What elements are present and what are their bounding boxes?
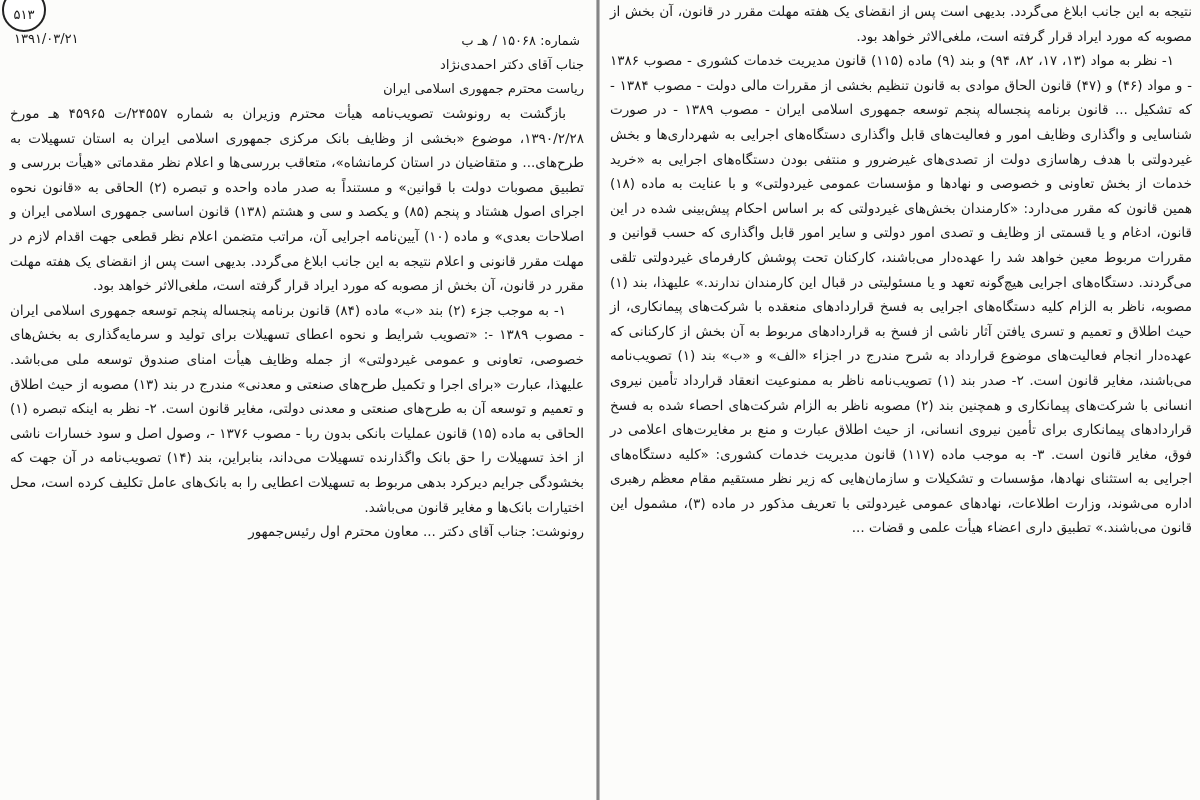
left-column	[0, 0, 596, 800]
left-bottom-note: رونوشت: جناب آقای دکتر ... معاون محترم اول رئیس‌جمهور	[248, 524, 584, 541]
letter-addressee: جناب آقای دکتر احمدی‌نژاد	[440, 58, 584, 73]
right-paragraph-2: ۱- نظر به مواد (۱۳، ۱۷، ۸۲، ۹۴) و بند (۹) ماده (۱۱۵) قانون مدیریت خدمات کشوری - مصوب ۱۳۸۶ - و مواد (۴۶) و (۴۷) قانون الحاق موادی به قانون تنظیم بخشی از مقررات مالی دولت - مصوب ۱۳۸۴ - که تشکیل ... قانون برنامه پنجساله پنجم توسعه جمهوری اسلامی ایران - مصوب ۱۳۸۹ - در صورت شناسایی و واگذاری وظایف امور و فعالیت‌های قابل واگذاری دستگاه‌های اجرایی به شهرداری‌ها و بخش غیردولتی با هدف رهاسازی دولت از تصدی‌های غیرضرور و منتفی بودن دستگاه‌های اجرایی به «خرید خدمات از بخش تعاونی و خصوصی و نهادها و مؤسسات عمومی غیردولتی» و با عنایت به ماده (۱۸) همین قانون که مقرر می‌دارد: «کارمندان بخش‌های غیردولتی که بر اساس احکام پیش‌بینی شده در این قانون، ادغام و یا قسمتی از وظایف و تصدی امور دولتی و سایر امور قابل واگذاری که حسب قوانین و مقررات مربوط معین خواهد شد را عهده‌دار می‌باشند، کارکنان تحت پوشش کارفرمای غیردولتی تلقی می‌گردند. دستگاه‌های اجرایی هیچ‌گونه تعهد و یا مسئولیتی در قبال این کارمندان ندارند.» علیهذا، بند (۱) مصوبه، ناظر به الزام کلیه دستگاه‌های اجرایی به فسخ قراردادهای منعقده با شرکت‌های پیمانکاری، از حیث اطلاق و تعمیم و تسری یافتن آثار ناشی از فسخ به قراردادهای مربوط به آن بخش از کارکنانی که عهده‌دار انجام فعالیت‌های موضوع قرارداد به شرح مندرج در اجزاء «الف» و «ب» بند (۱) تصویب‌نامه می‌باشند، مغایر قانون است. ۲- صدر بند (۱) تصویب‌نامه ناظر به ممنوعیت انعقاد قرارداد تأمین نیروی انسانی با شرکت‌های پیمانکاری و همچنین بند (۲) مصوبه ناظر به الزام شرکت‌های احصاء شده به فسخ قراردادهای پیمانکاری برای تأمین نیروی انسانی، از حیث اطلاق عبارت و منع بر مغایرت‌های اعلامی در فوق، مغایر قانون است. ۳- به موجب ماده (۱۱۷) قانون مدیریت خدمات کشوری: «کلیه دستگاه‌های اجرایی به استثنای نهادها، مؤسسات و تشکیلات و سازمان‌هایی که زیر نظر مستقیم مقام معظم رهبری اداره می‌شوند، وزارت اطلاعات، نهادهای عمومی غیردولتی با تعریف مذکور در ماده (۳)، مشمول این قانون می‌باشند.» تطبیق داری اعضاء هیأت علمی و قضات ...	[610, 53, 1193, 537]
left-paragraph-2: ۱- به موجب جزء (۲) بند «ب» ماده (۸۴) قانون برنامه پنجساله پنجم توسعه جمهوری اسلامی ایران - مصوب ۱۳۸۹ -: «تصویب شرایط و نحوه اعطای تسهیلات برای تولید و سرمایه‌گذاری به بخش‌های خصوصی، تعاونی و عمومی غیردولتی» از جمله وظایف هیأت امنای صندوق توسعه ملی می‌باشد. علیهذا، عبارت «برای اجرا و تکمیل طرح‌های صنعتی و معدنی» مندرج در بند (۱۳) مصوبه از حیث اطلاق و تعمیم و توسعه آن به طرح‌های صنعتی و معدنی دولتی، مغایر قانون است. ۲- نظر به اینکه تبصره (۱) الحاقی به ماده (۱۵) قانون عملیات بانکی بدون ربا - مصوب ۱۳۷۶ -، وصول اصل و سود خسارات ناشی از اخذ تسهیلات را حق بانک واگذارنده تسهیلات می‌داند، بنابراین، بند (۱۴) تصویب‌نامه در آن جهت که بخشودگی جرایم دیرکرد بدهی مربوط به تسهیلات اعطایی را به بانک‌های عامل تکلیف کرده است، محل اختیارات بانک‌ها و مغایر قانون می‌باشد.	[10, 302, 585, 516]
letter-date: ۱۳۹۱/۰۳/۲۱	[14, 32, 79, 47]
right-paragraph-1: نتیجه به این جانب ابلاغ می‌گردد. بدیهی است پس از انقضای یک هفته مهلت مقرر در قانون، آن بخش از مصوبه که مورد ایراد قرار گرفته است، ملغی‌الاثر خواهد بود.	[610, 4, 1192, 45]
letter-reference-number: شماره: ۱۵۰۶۸ / هـ ب	[461, 34, 580, 49]
right-column	[600, 0, 1200, 800]
left-paragraph-1: بازگشت به رونوشت تصویب‌نامه هیأت محترم وزیران به شماره ۲۴۵۵۷/ت ۴۵۹۶۵ هـ مورخ ۱۳۹۰/۲/۲۸، موضوع «بخشی از وظایف بانک مرکزی جمهوری اسلامی ایران به استان تسهیلات به طرح‌های... و متقاضیان در استان کرمانشاه»، متعاقب بررسی‌ها و اعلام نظر مقدماتی «هیأت بررسی و تطبیق مصوبات دولت با قوانین» و مستنداً به صدر ماده واحده و تبصره (۲) الحاقی به «قانون نحوه اجرای اصول هشتاد و پنجم (۸۵) و یکصد و سی و هشتم (۱۳۸) قانون اساسی جمهوری اسلامی ایران و اصلاحات بعدی» و ماده (۱۰) آیین‌نامه اجرایی آن، مراتب متضمن اعلام نظر قطعی جهت اقدام لازم در مهلت مقرر قانونی و اعلام نتیجه به این جانب ابلاغ می‌گردد. بدیهی است پس از انقضای یک هفته مهلت مقرر در قانون، آن بخش از مصوبه که مورد ایراد قرار گرفته است، ملغی‌الاثر خواهد بود.	[10, 106, 585, 295]
letter-addressee-title: ریاست محترم جمهوری اسلامی ایران	[383, 82, 584, 97]
page-number-badge: ۵۱۳	[2, 0, 46, 32]
